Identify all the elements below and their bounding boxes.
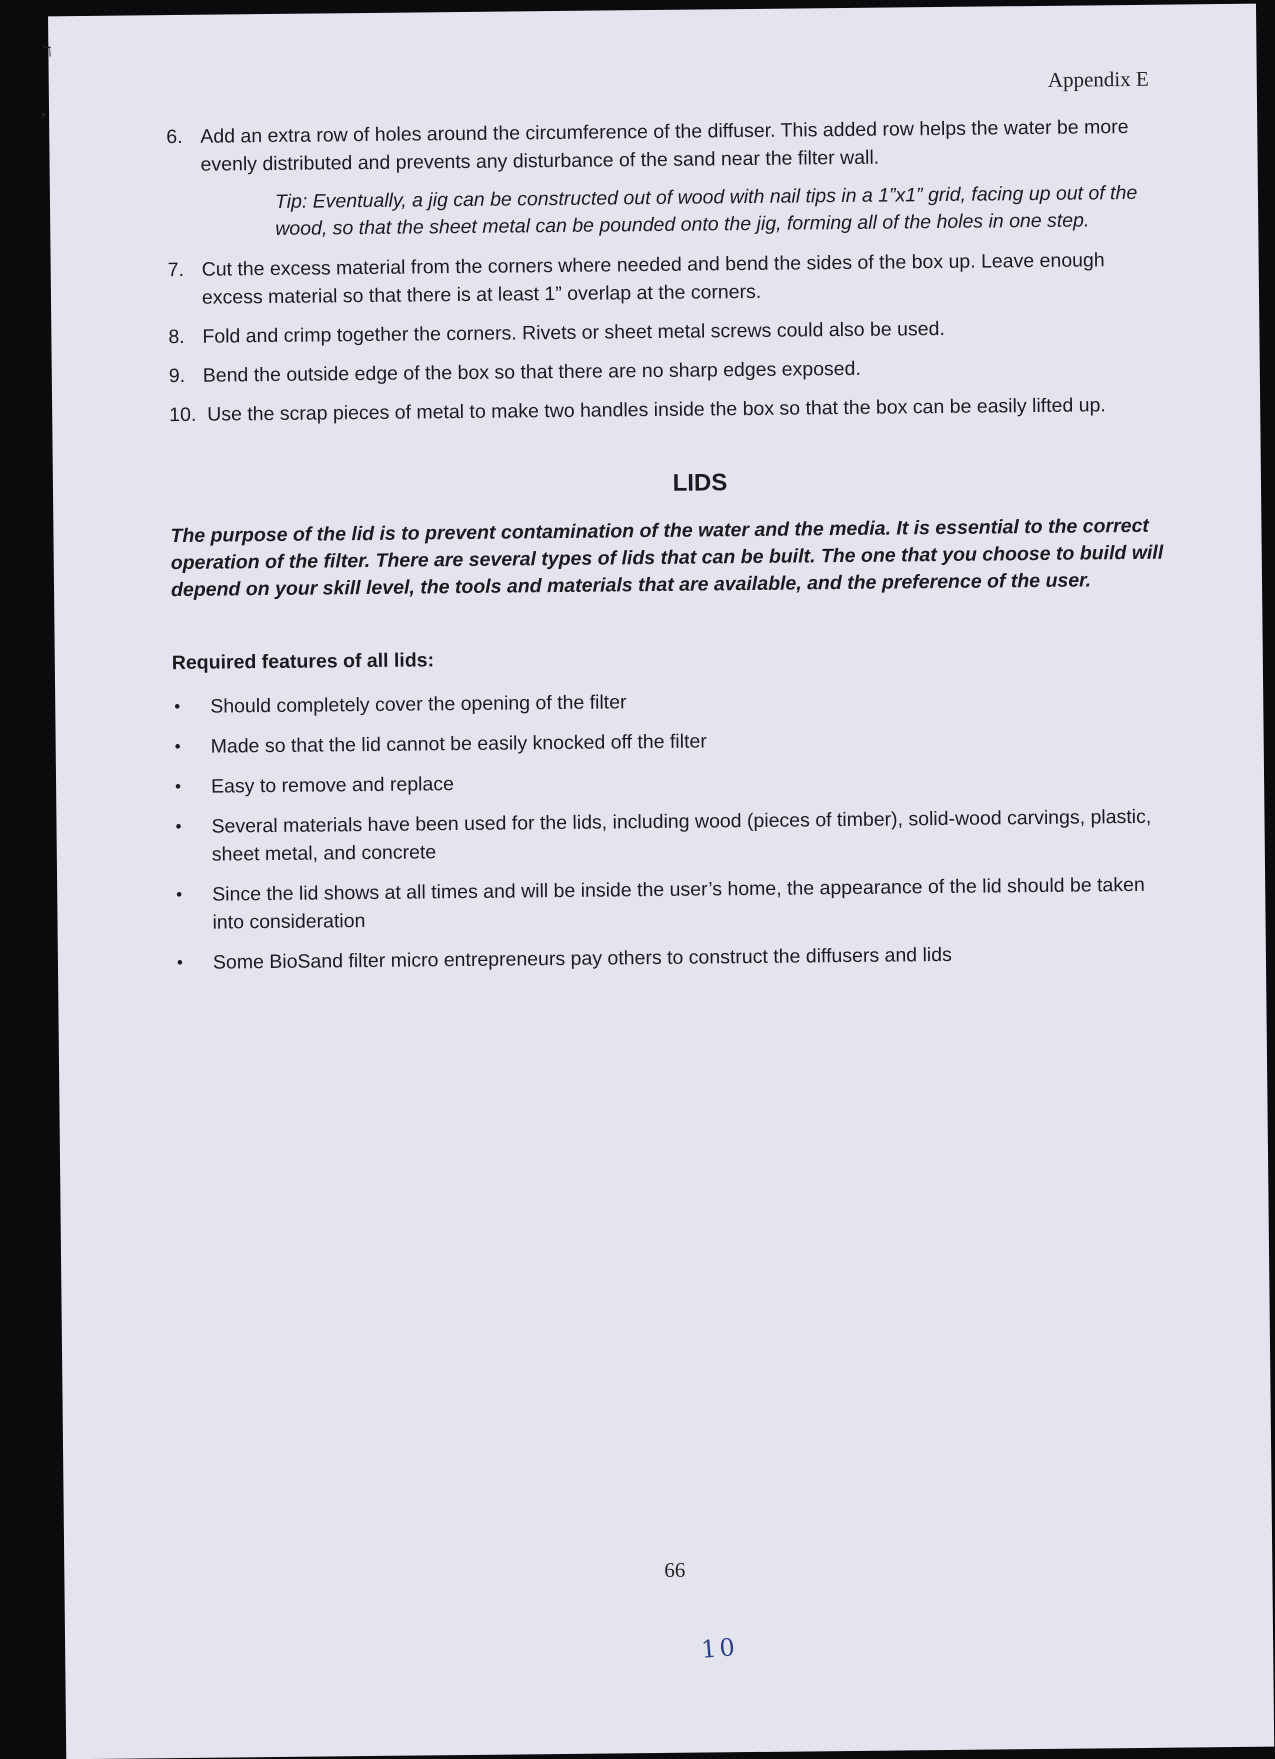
step-number: 6. — [166, 125, 183, 149]
step-item — [168, 313, 1168, 351]
section-intro: The purpose of the lid is to prevent contamination of the water and the media. It is essential to the correct operation of the filter. There are several types of lids that can be built. The one that you choose to build will depend on your skill level, the tools and materials that are available, and the preference of the user. — [170, 514, 1164, 602]
step-text: Bend the outside edge of the box so that there are no sharp edges exposed. — [202, 357, 861, 387]
scan-speck: ▾ — [41, 110, 47, 122]
step-text: Add an extra row of holes around the circumference of the diffuser. This added row helps the water be more evenly distributed and prevents any disturbance of the sand near the filter wall. — [200, 116, 1129, 176]
step-item — [168, 246, 1169, 312]
bullet-icon: • — [174, 696, 181, 717]
step-text: Cut the excess material from the corners where needed and bend the sides of the box up. Leave enough excess material so that there is at least 1” overlap at the corners. — [201, 249, 1105, 309]
list-item — [173, 763, 1173, 801]
list-item-text: Some BioSand filter micro entrepreneurs pay others to construct the diffusers and lids — [212, 943, 952, 974]
handwritten-page-number: 10 — [700, 1632, 739, 1664]
step-number: 8. — [168, 325, 185, 349]
step-item — [166, 113, 1167, 179]
list-item — [172, 683, 1172, 721]
step-number: 10. — [169, 403, 197, 427]
bullet-icon: • — [176, 952, 184, 973]
document-page — [41, 4, 1274, 1759]
step-number: 7. — [167, 258, 185, 282]
step-text: Fold and crimp together the corners. Rivets or sheet metal screws could also be used. — [202, 317, 945, 348]
list-item-text: Since the lid shows at all times and will be inside the user’s home, the appearance of the lid should be taken into consideration — [212, 873, 1145, 934]
page-content — [166, 113, 1175, 989]
list-item — [173, 803, 1174, 869]
list-item-text: Made so that the lid cannot be easily knocked off the filter — [210, 730, 707, 758]
bullet-icon: • — [175, 816, 182, 837]
list-item-text: Easy to remove and replace — [210, 773, 455, 798]
step-item — [169, 352, 1169, 390]
page-number: 66 — [664, 1557, 686, 1582]
list-item — [173, 723, 1173, 761]
bullet-icon: • — [175, 776, 182, 797]
required-features-list — [172, 683, 1175, 977]
section-title: LIDS — [672, 469, 728, 497]
list-item — [175, 939, 1175, 977]
list-item-text: Should completely cover the opening of the filter — [210, 691, 627, 718]
scan-speck: ℸ — [42, 44, 52, 61]
instruction-steps-continued — [168, 246, 1170, 429]
bullet-icon: • — [174, 736, 181, 757]
required-features-heading: Required features of all lids: — [171, 649, 435, 675]
step-text: Use the scrap pieces of metal to make two handles inside the box so that the box can be easily lifted up. — [207, 394, 1106, 426]
list-item — [174, 871, 1175, 937]
instruction-steps — [166, 113, 1167, 179]
list-item-text: Several materials have been used for the lids, including wood (pieces of timber), solid-wood carvings, plastic, sheet metal, and concrete — [211, 805, 1152, 866]
tip-note: Tip: Eventually, a jig can be constructed out of wood with nail tips in a 1”x1” grid, facing up out of the wood, so that the sheet metal can be pounded onto the jig, forming all of the holes in one step. — [274, 181, 1138, 240]
appendix-label: Appendix E — [1047, 66, 1149, 92]
step-item — [169, 391, 1169, 429]
step-number: 9. — [168, 364, 186, 388]
bullet-icon: • — [176, 884, 183, 905]
